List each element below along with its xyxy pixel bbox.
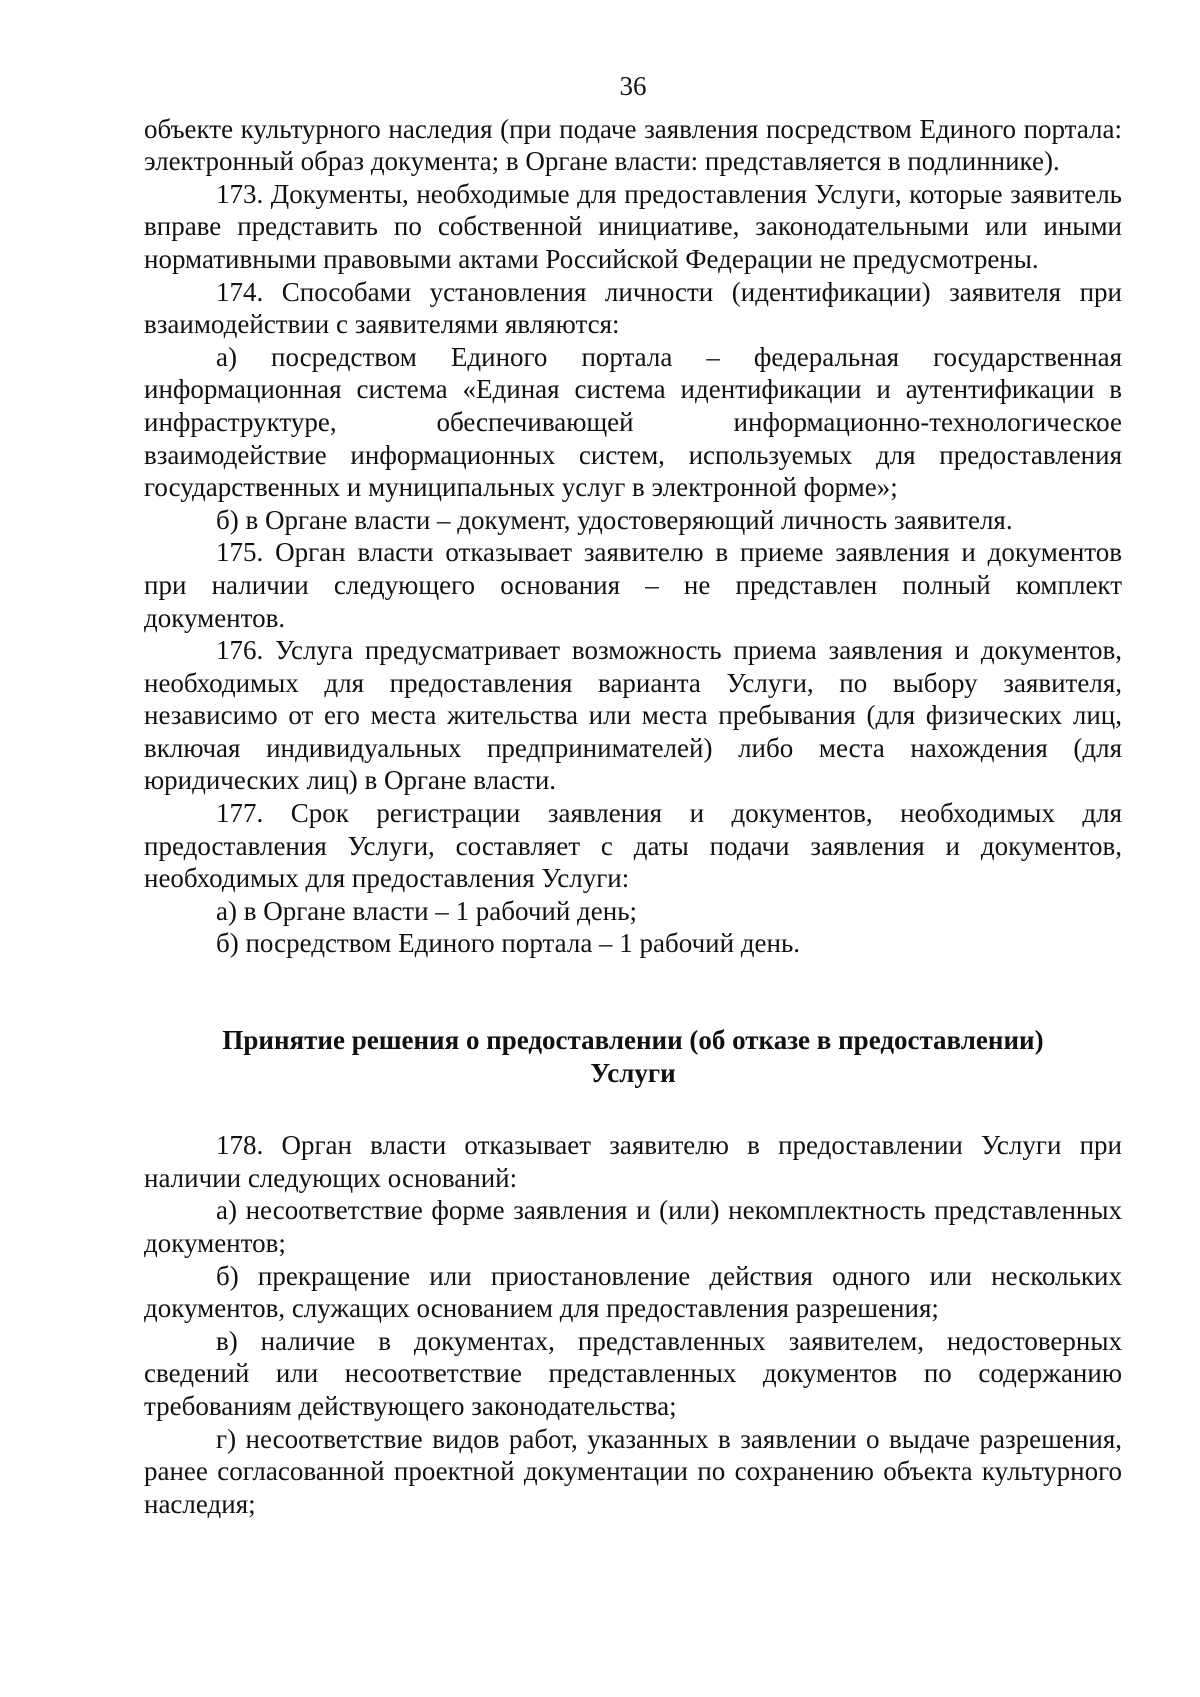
paragraph-178-a: а) несоответствие форме заявления и (или) некомплектность представленных документов; (144, 1195, 1122, 1258)
paragraph-178-b: б) прекращение или приостановление действия одного или нескольких документов, служащих основанием для предоставления разрешения; (144, 1260, 1122, 1324)
paragraph-177-b: б) посредством Единого портала – 1 рабочий день. (216, 928, 801, 959)
paragraph-176: 176. Услуга предусматривает возможность приема заявления и документов, необходимых для предоставления варианта Услуги, по выбору заявителя, независимо от его места жительства или места пребывания (для физических лиц, включая индивидуальных предпринимателей) либо места нахождения (для юридических лиц) в Органе власти. (144, 635, 1122, 796)
paragraph-175: 175. Орган власти отказывает заявителю в приеме заявления и документов при наличии следующего основания – не представлен полный комплект документов. (144, 537, 1122, 633)
page-number: 36 (619, 71, 647, 101)
section-heading: Принятие решения о предоставлении (об отказе в предоставлении) Услуги (222, 1025, 1044, 1088)
paragraph-178-v: в) наличие в документах, представленных заявителем, недостоверных сведений или несоответствие представленных документов по содержанию требованиям действующего законодательства; (144, 1325, 1122, 1421)
paragraph-174-b: б) в Органе власти – документ, удостоверяющий личность заявителя. (216, 504, 1013, 535)
document-page (144, 70, 1122, 1520)
paragraph-178: 178. Орган власти отказывает заявителю в предоставлении Услуги при наличии следующих оснований: (144, 1130, 1122, 1193)
paragraph-174-a: а) посредством Единого портала – федеральная государственная информационная система «Единая система идентификации и аутентификации в инфраструктуре, обеспечивающей информационно-технологическое взаимодействие информационных систем, используемых для предоставления государственных и муниципальных услуг в электронной форме»; (144, 341, 1122, 503)
paragraph-173: 173. Документы, необходимые для предоставления Услуги, которые заявитель вправе представить по собственной инициативе, законодательными или иными нормативными правовыми актами Российской Федерации не предусмотрены. (144, 178, 1122, 274)
paragraph-177: 177. Срок регистрации заявления и документов, необходимых для предоставления Услуги, составляет с даты подачи заявления и документов, необходимых для предоставления Услуги: (144, 798, 1122, 894)
paragraph-178-g: г) несоответствие видов работ, указанных в заявлении о выдаче разрешения, ранее согласованной проектной документации по сохранению объекта культурного наследия; (144, 1423, 1122, 1519)
paragraph-177-a: а) в Органе власти – 1 рабочий день; (216, 895, 638, 926)
paragraph-continuation: объекте культурного наследия (при подаче заявления посредством Единого портала: электронный образ документа; в Органе власти: представляется в подлиннике). (144, 113, 1122, 177)
paragraph-174: 174. Способами установления личности (идентификации) заявителя при взаимодействии с заявителями являются: (144, 276, 1122, 340)
